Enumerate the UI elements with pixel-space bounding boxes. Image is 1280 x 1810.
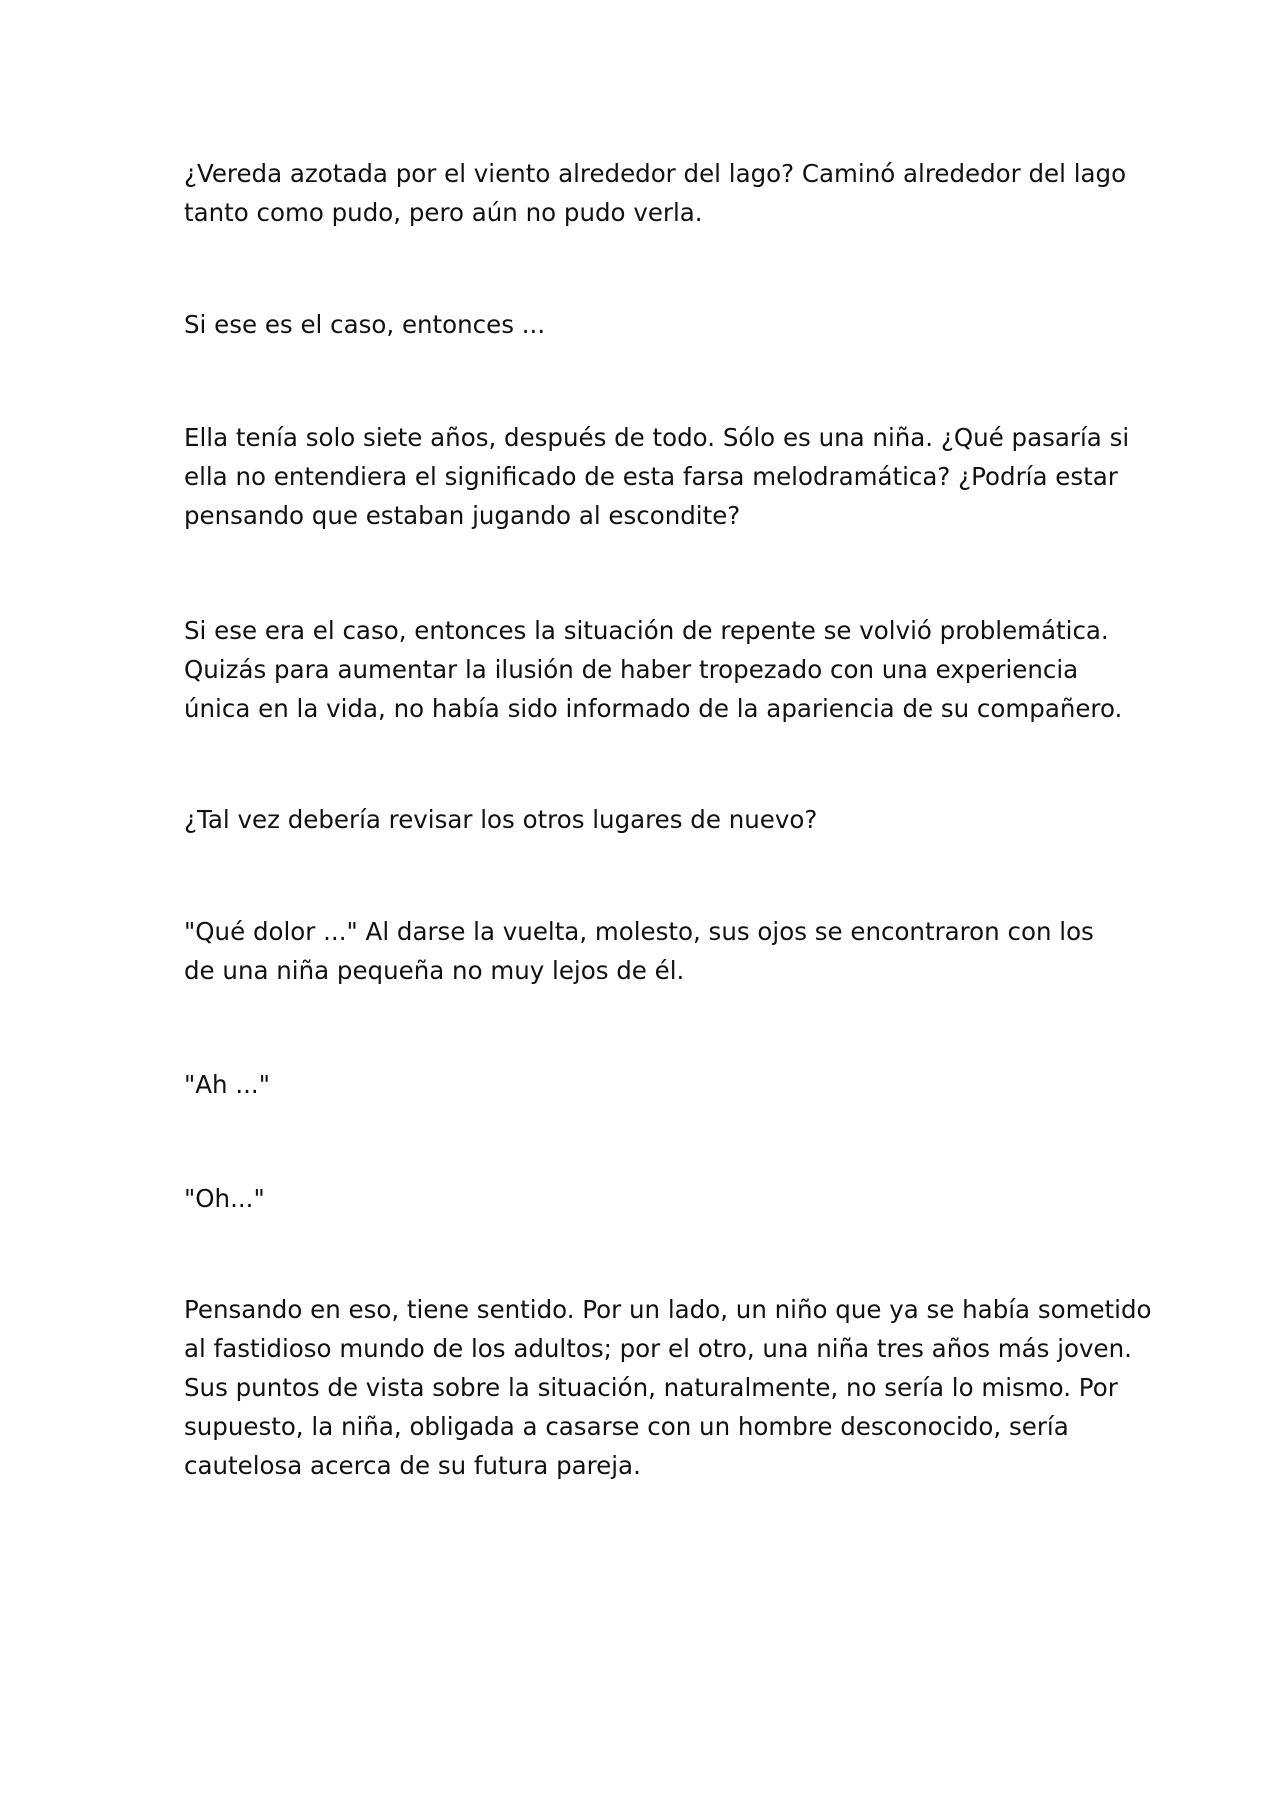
paragraph-3 <box>184 418 1130 535</box>
text-line: ¿Tal vez debería revisar los otros lugares de nuevo? <box>184 805 818 834</box>
paragraph-4 <box>184 611 1123 728</box>
text-line: Pensando en eso, tiene sentido. Por un lado, un niño que ya se había sometido <box>184 1295 1152 1324</box>
text-line: cautelosa acerca de su futura pareja. <box>184 1451 641 1480</box>
paragraph-8 <box>184 1179 1114 1218</box>
paragraph-7 <box>184 1065 1114 1104</box>
text-line: única en la vida, no había sido informado de la apariencia de su compañero. <box>184 694 1123 723</box>
text-line: Sus puntos de vista sobre la situación, naturalmente, no sería lo mismo. Por <box>184 1373 1118 1402</box>
paragraph-1 <box>184 154 1127 232</box>
paragraph-6 <box>184 912 1114 990</box>
text-line: "Qué dolor ..." Al darse la vuelta, molesto, sus ojos se encontraron con los <box>184 917 1094 946</box>
text-line: Si ese era el caso, entonces la situación de repente se volvió problemática. <box>184 616 1109 645</box>
paragraph-5 <box>184 800 1114 839</box>
text-line: "Oh..." <box>184 1184 265 1213</box>
text-line: Quizás para aumentar la ilusión de haber tropezado con una experiencia <box>184 655 1079 684</box>
paragraph-2 <box>184 305 1114 344</box>
text-line: supuesto, la niña, obligada a casarse con un hombre desconocido, sería <box>184 1412 1069 1441</box>
text-line: Si ese es el caso, entonces ... <box>184 310 546 339</box>
paragraph-9 <box>184 1290 1152 1485</box>
text-line: ¿Vereda azotada por el viento alrededor del lago? Caminó alrededor del lago <box>184 159 1127 188</box>
text-line: pensando que estaban jugando al escondite? <box>184 501 741 530</box>
text-line: de una niña pequeña no muy lejos de él. <box>184 956 685 985</box>
text-line: ella no entendiera el significado de esta farsa melodramática? ¿Podría estar <box>184 462 1118 491</box>
text-line: "Ah ..." <box>184 1070 270 1099</box>
text-line: tanto como pudo, pero aún no pudo verla. <box>184 198 703 227</box>
text-line: al fastidioso mundo de los adultos; por el otro, una niña tres años más joven. <box>184 1334 1132 1363</box>
text-line: Ella tenía solo siete años, después de todo. Sólo es una niña. ¿Qué pasaría si <box>184 423 1130 452</box>
